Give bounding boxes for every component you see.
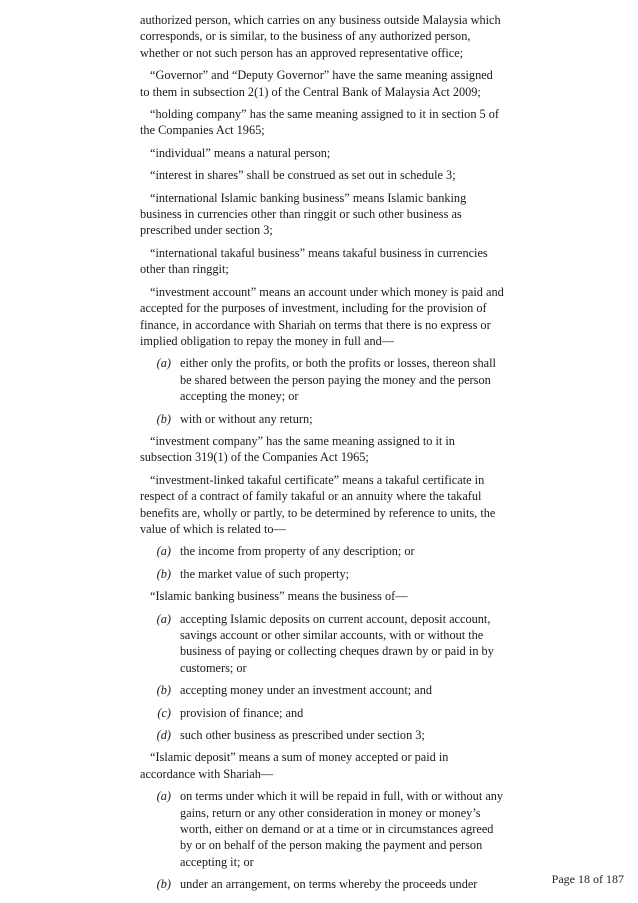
list-item	[140, 566, 505, 582]
item-label: (a)	[156, 789, 171, 804]
item-label: (b)	[156, 683, 171, 698]
item-label: (a)	[156, 356, 171, 371]
item-text: the market value of such property;	[180, 566, 350, 581]
definition-interest-in-shares: “interest in shares” shall be construed as set out in schedule 3;	[150, 168, 456, 183]
list-item	[140, 705, 505, 721]
list-item	[140, 411, 505, 427]
page-number: Page 18 of 187	[551, 872, 624, 886]
item-text: with or without any return;	[180, 411, 313, 426]
definition-islamic-deposit: “Islamic deposit” means a sum of money accepted or paid in accordance with Shariah—	[140, 750, 449, 781]
definition-international-takaful: “international takaful business” means takaful business in currencies other than ringgit;	[140, 245, 488, 277]
list-item	[140, 355, 505, 404]
item-text: the income from property of any description; or	[180, 544, 415, 559]
item-text: provision of finance; and	[180, 705, 304, 720]
list-item	[140, 788, 505, 870]
item-label: (a)	[156, 611, 171, 626]
paragraph-continuation: authorized person, which carries on any business outside Malaysia which corresponds, or is similar, to the business of any authorized person, whether or not such person has an approved representative office;	[140, 13, 501, 60]
definition-investment-account: “investment account” means an account under which money is paid and accepted for the purposes of investment, including for the provision of finance, in accordance with Shariah on terms that there is no express or implied obligation to repay the money in full and—	[140, 284, 504, 348]
item-label: (c)	[157, 705, 171, 720]
list-item	[140, 876, 505, 892]
list-item	[140, 727, 505, 743]
definition-holding-company: “holding company” has the same meaning assigned to it in section 5 of the Companies Act 1965;	[140, 107, 500, 138]
definition-individual: “individual” means a natural person;	[150, 145, 331, 160]
item-label: (a)	[156, 544, 171, 559]
item-text: accepting money under an investment account; and	[180, 683, 432, 698]
item-text: such other business as prescribed under section 3;	[180, 728, 425, 743]
document-body	[140, 12, 505, 899]
definition-investment-linked-takaful: “investment-linked takaful certificate” means a takaful certificate in respect of a contract of family takaful or an annuity where the takaful benefits are, wholly or partly, to be determined by reference to units, the value of which is related to—	[140, 472, 496, 536]
definition-investment-company: “investment company” has the same meaning assigned to it in subsection 319(1) of the Companies Act 1965;	[140, 433, 455, 465]
definition-islamic-banking-business: “Islamic banking business” means the business of—	[150, 589, 408, 604]
item-text: accepting Islamic deposits on current account, deposit account, savings account or other similar accounts, with or without the business of paying or collecting cheques drawn by or paid in by customers; or	[180, 611, 494, 675]
item-label: (d)	[156, 728, 171, 743]
list-item	[140, 611, 505, 677]
list-item	[140, 543, 505, 559]
definition-governor: “Governor” and “Deputy Governor” have the same meaning assigned to them in subsection 2(1) of the Central Bank of Malaysia Act 2009;	[140, 68, 493, 99]
definition-international-islamic-banking: “international Islamic banking business” means Islamic banking business in currencies other than ringgit or such other business as prescribed under section 3;	[140, 190, 467, 238]
item-text: either only the profits, or both the profits or losses, thereon shall be shared between the person paying the money and the person accepting the money; or	[180, 356, 496, 404]
item-label: (b)	[156, 566, 171, 581]
item-text: on terms under which it will be repaid in full, with or without any gains, return or any other consideration in money or money’s worth, either on demand or at a time or in circumstances agreed by or on behalf of the person making the payment and person accepting it; or	[180, 789, 504, 869]
item-label: (b)	[156, 877, 171, 892]
item-text: under an arrangement, on terms whereby the proceeds under	[180, 877, 478, 892]
list-item	[140, 682, 505, 698]
item-label: (b)	[156, 411, 171, 426]
